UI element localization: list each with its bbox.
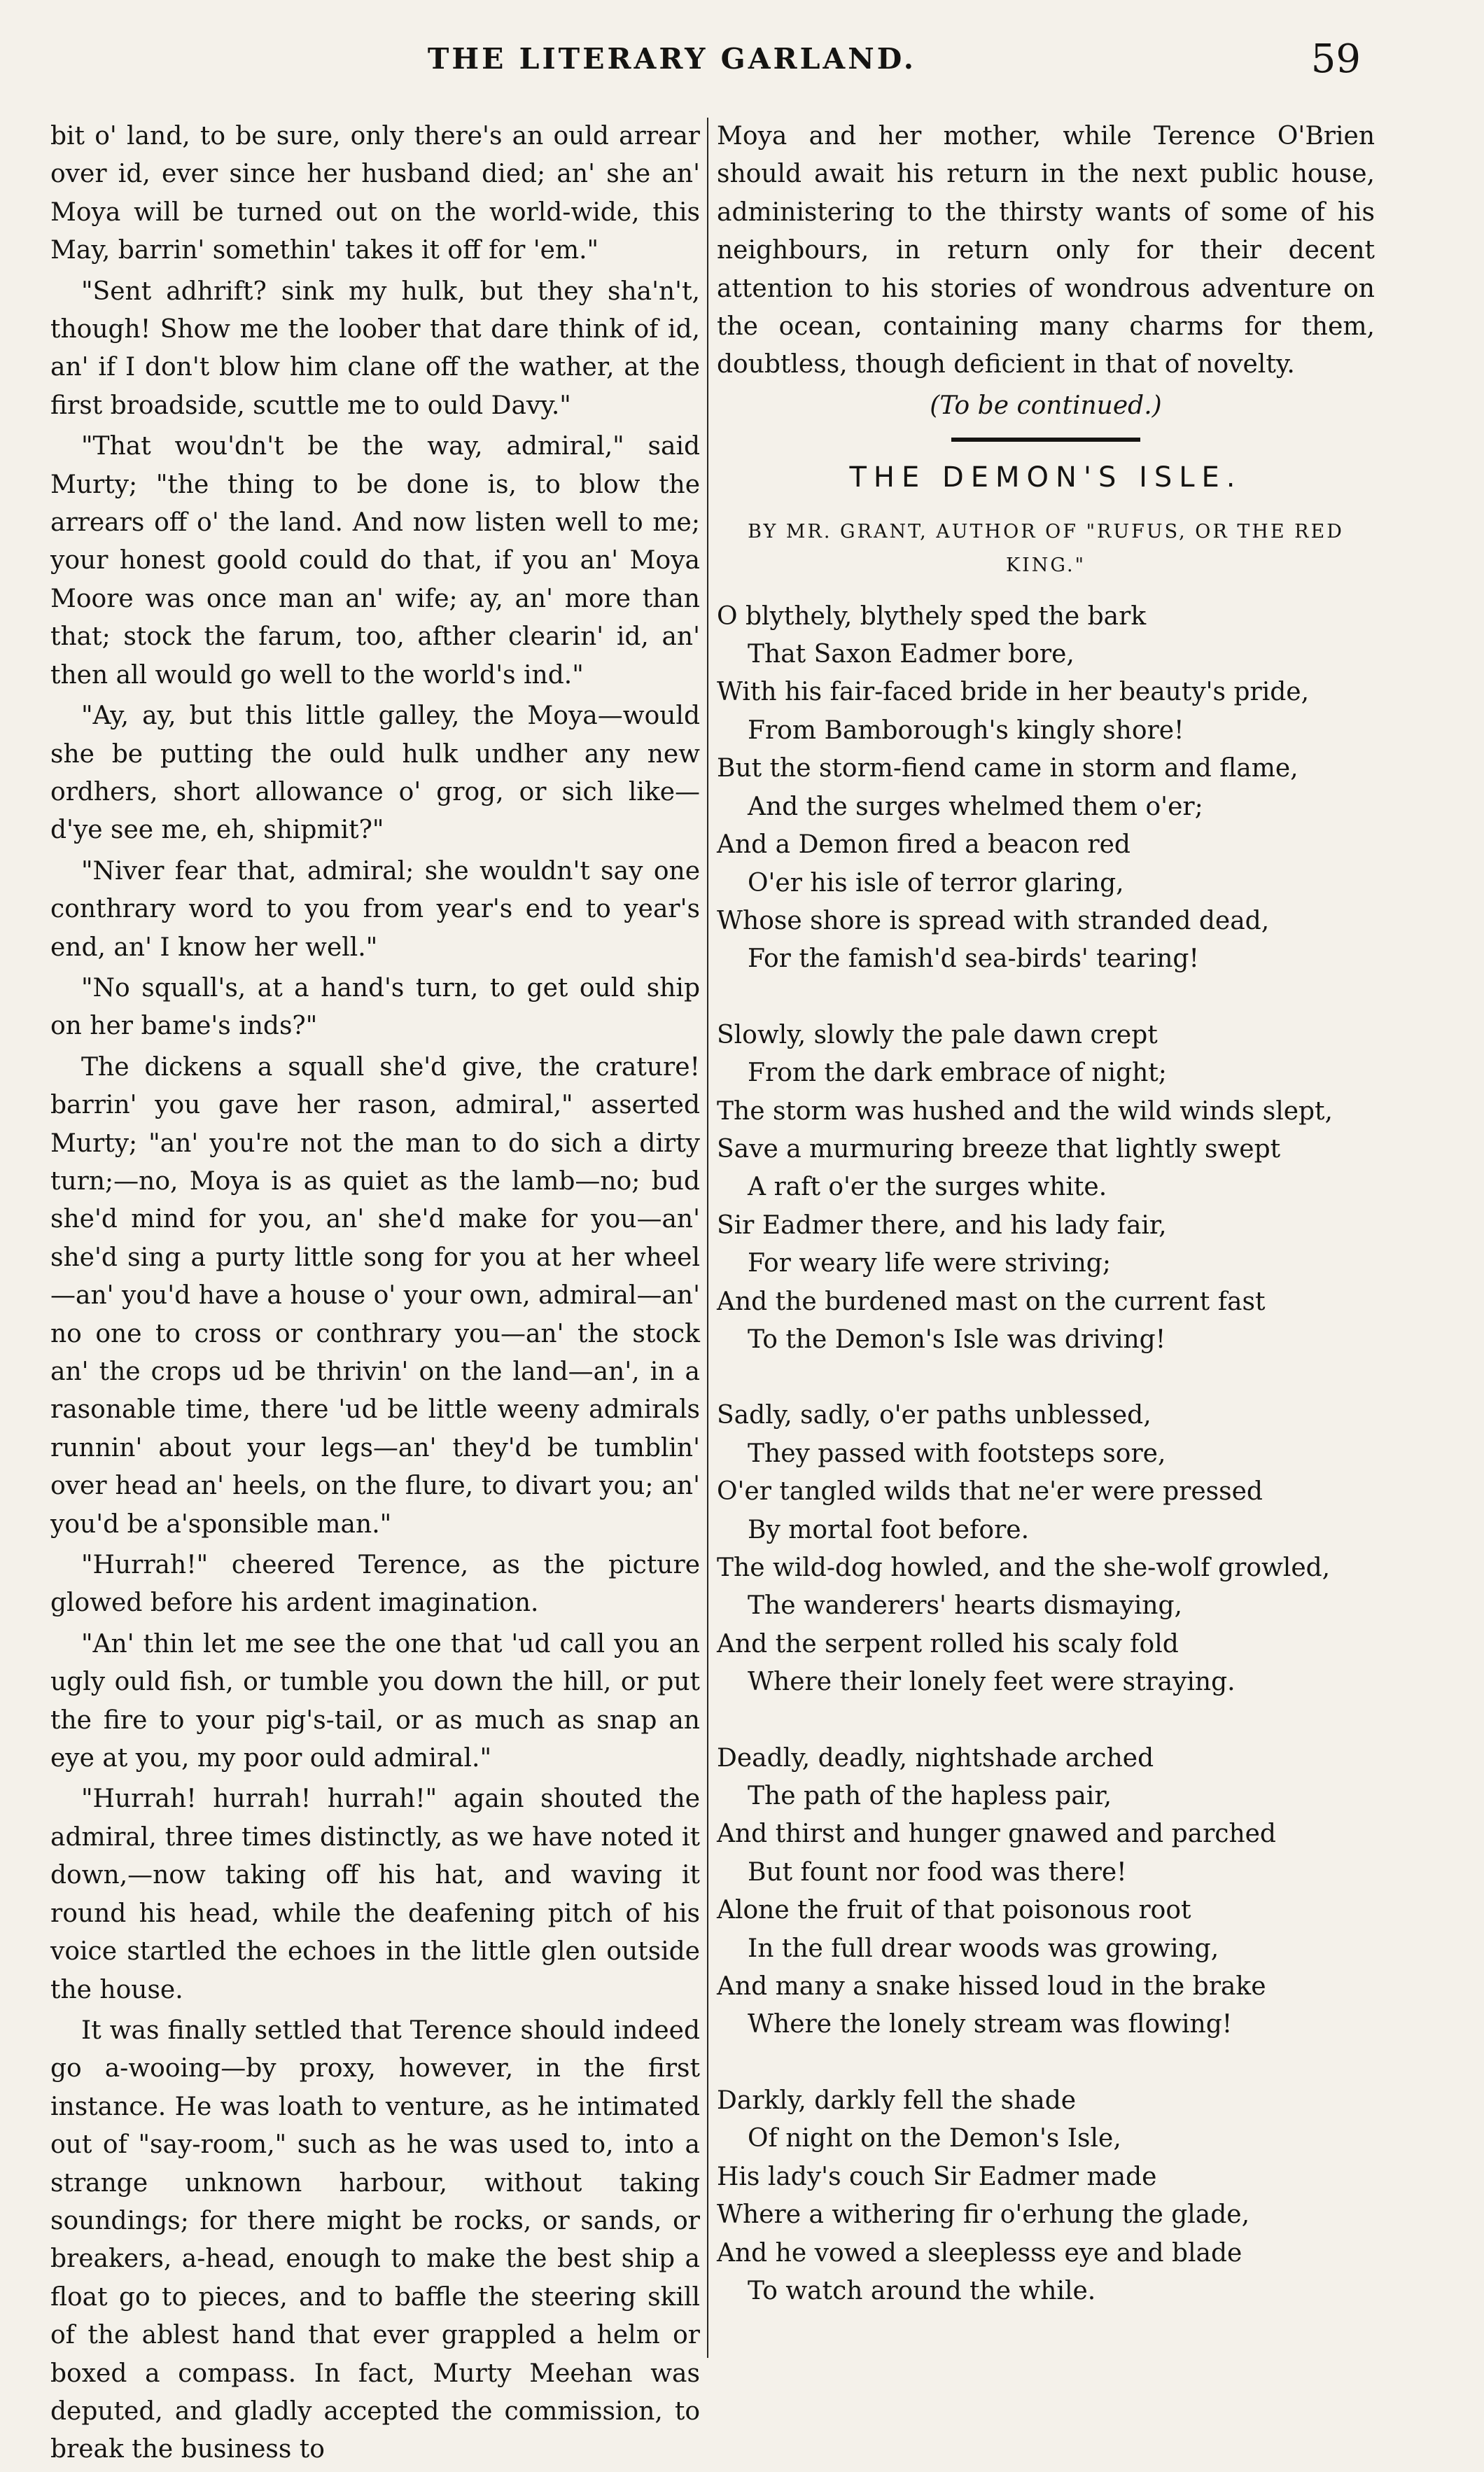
poem-line: Whose shore is spread with stranded dead, bbox=[717, 906, 1270, 935]
poem-line: O'er tangled wilds that ne'er were pressed bbox=[717, 1477, 1263, 1507]
poem-line: Alone the fruit of that poisonous root bbox=[717, 1896, 1191, 1925]
poem-line: And thirst and hunger gnawed and parched bbox=[717, 1820, 1276, 1849]
to-be-continued-note: (To be continued.) bbox=[930, 391, 1162, 420]
poem-line: Where a withering fir o'erhung the glade, bbox=[717, 2200, 1250, 2230]
page-number: 59 bbox=[1310, 36, 1361, 82]
poem-line: O'er his isle of terror glaring, bbox=[748, 868, 1124, 898]
poem-line: From Bamborough's kingly shore! bbox=[748, 715, 1184, 745]
poem-line: And a Demon fired a beacon red bbox=[717, 830, 1130, 860]
poem-line: That Saxon Eadmer bore, bbox=[748, 640, 1074, 669]
poem-line: To the Demon's Isle was driving! bbox=[748, 1325, 1166, 1354]
left-column bbox=[50, 118, 700, 2472]
poem-line: The path of the hapless pair, bbox=[748, 1782, 1112, 1811]
poem-line: Deadly, deadly, nightshade arched bbox=[717, 1743, 1154, 1773]
poem-line: Sir Eadmer there, and his lady fair, bbox=[717, 1210, 1167, 1240]
poem-stanza bbox=[717, 1017, 1375, 1360]
poem-line: In the full drear woods was growing, bbox=[748, 1934, 1219, 1963]
poem-stanza bbox=[717, 1740, 1375, 2044]
poem-line: The storm was hushed and the wild winds slept, bbox=[717, 1096, 1333, 1126]
story-paragraph: "Ay, ay, but this little galley, the Moya—would she be putting the ould hulk undher any new ordhers, short allowance o' grog, or sich like—d'ye see me, eh, shipmit?" bbox=[50, 701, 700, 845]
poem-line: From the dark embrace of night; bbox=[748, 1059, 1167, 1088]
poem-line: But the storm-fiend came in storm and flame, bbox=[717, 754, 1298, 783]
poem-line: For the famish'd sea-birds' tearing! bbox=[748, 944, 1199, 974]
poem-line: Where the lonely stream was flowing! bbox=[748, 2010, 1233, 2039]
poem-line: O blythely, blythely sped the bark bbox=[717, 601, 1147, 631]
section-rule bbox=[951, 438, 1140, 442]
story-paragraph: "Hurrah! hurrah! hurrah!" again shouted the admiral, three times distinctly, as we have noted it down,—now taking off his hat, and waving it round his head, while the deafening pitch of his voice startled the echoes in the little glen outside the house. bbox=[50, 1785, 700, 2004]
story-paragraph: "Hurrah!" cheered Terence, as the picture glowed before his ardent imagination. bbox=[50, 1551, 700, 1618]
poem-line: Slowly, slowly the pale dawn crept bbox=[717, 1020, 1158, 1049]
poem-line: Of night on the Demon's Isle, bbox=[748, 2124, 1121, 2153]
poem-line: The wanderers' hearts dismaying, bbox=[748, 1591, 1182, 1621]
story-paragraph: "Niver fear that, admiral; she wouldn't say one conthrary word to you from year's end to year's end, an' I know her well." bbox=[50, 856, 700, 962]
story-paragraph: It was finally settled that Terence should indeed go a-wooing—by proxy, however, in the first instance. He was loath to venture, as he intimated out of "say-room," such as he was used to, into a strange unknown harbour, without taking soundings; for there might be rocks, or sands, or breakers, a-head, enough to make the best ship a float go to pieces, and to baffle the steering skill of the ablest hand that ever grappled a helm or boxed a compass. In fact, Murty Meehan was deputed, and gladly accepted the commission, to break the business to bbox=[50, 2016, 700, 2464]
story-paragraph: "That wou'dn't be the way, admiral," said Murty; "the thing to be done is, to blow the arrears off o' the land. And now listen well to me; your honest goold could do that, if you an' Moya Moore was once man an' wife; ay, an' more than that; stock the farum, too, afther clearin' id, an' then all would go well to the world's ind." bbox=[50, 432, 700, 690]
poem-line: And he vowed a sleeplesss eye and blade bbox=[717, 2238, 1242, 2268]
story-paragraph: The dickens a squall she'd give, the crature! barrin' you gave her rason, admiral," asserted Murty; "an' you're not the man to do sich a dirty turn;—no, Moya is as quiet as the lamb—no; bud she'd mind for you, an' she'd make for you—an' she'd sing a purty little song for you at her wheel—an' you'd have a house o' your own, admiral—an' no one to cross or conthrary you—an' the stock an' the crops ud be thrivin' on the land—an', in a rasonable time, there 'ud be little weeny admirals runnin' about your legs—an' they'd be tumblin' over head an' heels, on the flure, to divart you; an' you'd be a'sponsible man." bbox=[50, 1052, 700, 1539]
poem-line: Save a murmuring breeze that lightly swept bbox=[717, 1134, 1281, 1164]
story-paragraph: "An' thin let me see the one that 'ud call you an ugly ould fish, or tumble you down the hill, or put the fire to your pig's-tail, or as much as snap an eye at you, my poor ould admiral." bbox=[50, 1629, 700, 1773]
poem-line: And the serpent rolled his scaly fold bbox=[717, 1629, 1179, 1659]
poem-line: And many a snake hissed loud in the brake bbox=[717, 1972, 1266, 2002]
poem-line: For weary life were striving; bbox=[748, 1249, 1111, 1278]
running-header bbox=[0, 36, 1484, 85]
poem-line: A raft o'er the surges white. bbox=[748, 1173, 1107, 1202]
story-paragraph: "Sent adhrift? sink my hulk, but they sha'n't, though! Show me the loober that dare think of id, an' if I don't blow him clane off the wather, at the first broadside, scuttle me to ould Davy." bbox=[50, 277, 700, 420]
poem-title: THE DEMON'S ISLE. bbox=[849, 461, 1242, 494]
poem-line: Where their lonely feet were straying. bbox=[748, 1668, 1236, 1697]
story-paragraph: bit o' land, to be sure, only there's an ould arrear over id, ever since her husband died; an' she an' Moya will be turned out on the world-wide, this May, barrin' somethin' takes it off for 'em." bbox=[50, 122, 700, 265]
poem-stanza bbox=[717, 2082, 1375, 2310]
poem-line: Darkly, darkly fell the shade bbox=[717, 2086, 1077, 2115]
poem-line: By mortal foot before. bbox=[748, 1515, 1030, 1544]
story-paragraph: "No squall's, at a hand's turn, to get ould ship on her bame's inds?" bbox=[50, 973, 700, 1041]
poem-line: His lady's couch Sir Eadmer made bbox=[717, 2162, 1157, 2191]
story-continuation-paragraph: Moya and her mother, while Terence O'Brien should await his return in the next public house, administering to the thirsty wants of some of his neighbours, in return only for their decent attention to his stories of wondrous adventure on the ocean, containing many charms for them, doubtless, though deficient in that of novelty. bbox=[717, 122, 1375, 379]
poem-line: With his fair-faced bride in her beauty's pride, bbox=[717, 678, 1310, 707]
poem-line: They passed with footsteps sore, bbox=[748, 1439, 1166, 1468]
running-title: THE LITERARY GARLAND. bbox=[427, 42, 917, 76]
poem-body bbox=[717, 598, 1375, 2311]
poem-stanza bbox=[717, 598, 1375, 979]
right-column bbox=[717, 118, 1375, 2348]
poem-stanza bbox=[717, 1397, 1375, 1701]
column-divider bbox=[707, 118, 708, 2358]
poem-byline: BY MR. GRANT, AUTHOR OF "RUFUS, OR THE RED KING." bbox=[748, 520, 1344, 576]
poem-line: To watch around the while. bbox=[748, 2276, 1096, 2305]
poem-line: The wild-dog howled, and the she-wolf growled, bbox=[717, 1553, 1331, 1582]
poem-line: And the surges whelmed them o'er; bbox=[748, 792, 1203, 821]
poem-line: But fount nor food was there! bbox=[748, 1857, 1127, 1887]
poem-line: Sadly, sadly, o'er paths unblessed, bbox=[717, 1401, 1152, 1430]
poem-line: And the burdened mast on the current fast bbox=[717, 1287, 1266, 1316]
